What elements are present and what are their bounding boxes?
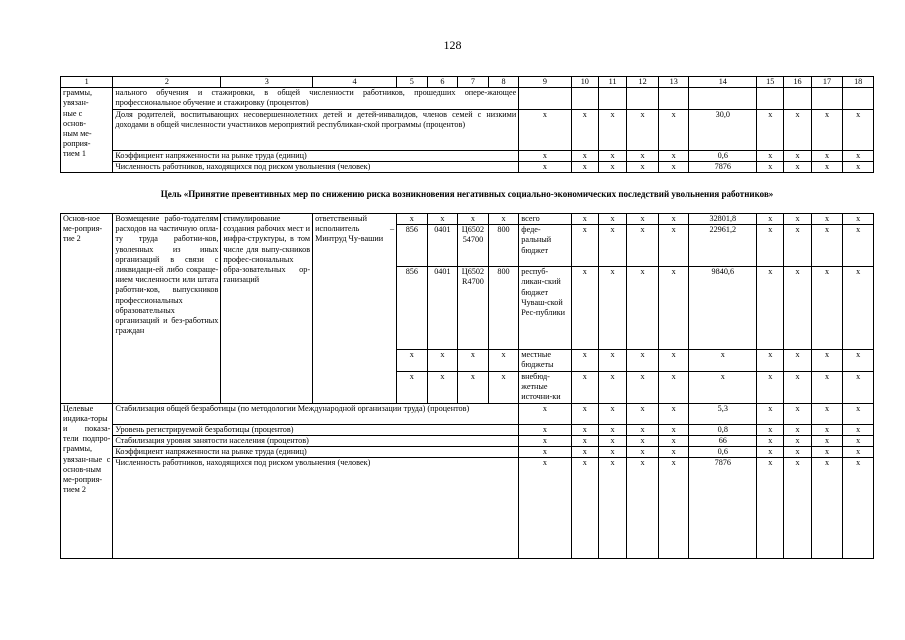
code-cell: 856: [397, 267, 428, 350]
row-group-label-line: основ-: [63, 118, 86, 128]
value-cell: х: [627, 350, 659, 371]
header-cell: 2: [113, 77, 221, 88]
value-cell: х: [598, 435, 626, 446]
value-cell: х: [757, 371, 784, 403]
value-cell: х: [784, 350, 811, 371]
indicator-text: Доля родителей, воспитывающих несовершеннолетних детей и детей-инвалидов, членов семей с низкими доходами в общей численности участников мероприятий республикан-ской программы (процентов): [113, 109, 519, 150]
value-cell: х: [757, 350, 784, 371]
value-cell: х: [811, 447, 843, 458]
value-cell: х: [784, 150, 811, 161]
value-cell: х: [571, 214, 598, 225]
funding-row: [61, 214, 874, 225]
value-cell: х: [811, 161, 843, 172]
header-cell: 3: [221, 77, 313, 88]
value-cell: х: [627, 447, 659, 458]
value-cell: х: [519, 424, 571, 435]
value-cell: [689, 88, 757, 109]
value-cell: х: [843, 267, 874, 350]
code-cell: х: [488, 350, 519, 371]
code-cell: Ц6502 R4700: [458, 267, 489, 350]
value-cell: х: [658, 403, 689, 424]
indicator-text: Уровень регистрируемой безработицы (процентов): [113, 424, 519, 435]
table-row: [61, 88, 874, 109]
responsible-executor: ответственный исполнитель – Минтруд Чу-вашии: [313, 214, 397, 404]
value-cell: х: [658, 447, 689, 458]
page-number: 128: [443, 38, 462, 52]
value-cell: х: [811, 458, 843, 559]
code-cell: х: [458, 350, 489, 371]
value-cell: х: [627, 458, 659, 559]
code-cell: 800: [488, 225, 519, 267]
row-group-label-line: граммы,: [63, 88, 92, 98]
value-cell: х: [757, 214, 784, 225]
row-group-label: [61, 88, 113, 173]
value-cell: х: [811, 225, 843, 267]
value-cell: х: [598, 458, 626, 559]
value-cell: 9840,6: [689, 267, 757, 350]
code-cell: 0401: [427, 267, 458, 350]
value-cell: 66: [689, 435, 757, 446]
indicator-text: Численность работников, находящихся под риском увольнения (человек): [113, 161, 519, 172]
value-cell: х: [689, 350, 757, 371]
value-cell: х: [843, 350, 874, 371]
value-cell: х: [519, 435, 571, 446]
value-cell: х: [627, 267, 659, 350]
value-cell: х: [571, 424, 598, 435]
value-cell: х: [627, 109, 659, 150]
code-cell: х: [427, 350, 458, 371]
indicator-text: нального обучения и стажировки, в общей численности работников, прошедших опере-жающее профессиональное обучение и стажировку (процентов): [113, 88, 519, 109]
value-cell: х: [571, 435, 598, 446]
value-cell: х: [811, 109, 843, 150]
table-measure: [60, 213, 874, 559]
goal-heading: Цель «Принятие превентивных мер по снижению риска возникновения негативных социально-экономических последствий увольнения работников»: [160, 189, 774, 199]
value-cell: [519, 88, 571, 109]
value-cell: х: [627, 225, 659, 267]
value-cell: х: [757, 424, 784, 435]
value-cell: х: [784, 225, 811, 267]
code-cell: х: [397, 371, 428, 403]
value-cell: х: [571, 447, 598, 458]
value-cell: х: [598, 350, 626, 371]
value-cell: х: [598, 447, 626, 458]
measure-label: Основ-ное ме-роприя-тие 2: [61, 214, 113, 404]
value-cell: х: [658, 214, 689, 225]
header-cell: 14: [689, 77, 757, 88]
row-group-label-line: тием 1: [63, 149, 86, 159]
value-cell: х: [571, 225, 598, 267]
value-cell: х: [757, 161, 784, 172]
value-cell: х: [843, 447, 874, 458]
header-cell: 6: [427, 77, 458, 88]
header-cell: 7: [458, 77, 489, 88]
indicator-row: [61, 424, 874, 435]
value-cell: х: [843, 225, 874, 267]
value-cell: х: [784, 214, 811, 225]
header-cell: 17: [811, 77, 843, 88]
code-cell: х: [397, 350, 428, 371]
value-cell: 7876: [689, 161, 757, 172]
value-cell: х: [757, 447, 784, 458]
funding-source: всего: [519, 214, 571, 225]
value-cell: 0,6: [689, 150, 757, 161]
code-cell: х: [458, 371, 489, 403]
value-cell: х: [598, 214, 626, 225]
value-cell: х: [811, 267, 843, 350]
value-cell: х: [843, 109, 874, 150]
value-cell: х: [843, 435, 874, 446]
funding-source: респуб-ликан-ский бюджет Чуваш-ской Рес-публики: [519, 267, 571, 350]
value-cell: [757, 88, 784, 109]
value-cell: х: [658, 435, 689, 446]
indicator-row: [61, 435, 874, 446]
value-cell: х: [757, 403, 784, 424]
header-cell: 9: [519, 77, 571, 88]
value-cell: х: [658, 424, 689, 435]
table-row: [61, 109, 874, 150]
value-cell: [843, 88, 874, 109]
value-cell: [598, 88, 626, 109]
value-cell: х: [571, 403, 598, 424]
value-cell: 32801,8: [689, 214, 757, 225]
value-cell: х: [757, 225, 784, 267]
value-cell: х: [689, 371, 757, 403]
code-cell: х: [397, 214, 428, 225]
indicator-row: [61, 447, 874, 458]
indicator-text: Коэффициент напряженности на рынке труда (единиц): [113, 150, 519, 161]
indicator-row: [61, 458, 874, 559]
value-cell: х: [571, 109, 598, 150]
row-group-label-line: роприя-: [63, 139, 91, 149]
value-cell: х: [627, 161, 659, 172]
value-cell: х: [784, 403, 811, 424]
indicator-text: Численность работников, находящихся под риском увольнения (человек): [113, 458, 519, 559]
value-cell: х: [598, 150, 626, 161]
value-cell: х: [598, 267, 626, 350]
code-cell: х: [458, 214, 489, 225]
header-cell: 10: [571, 77, 598, 88]
funding-source: местные бюджеты: [519, 350, 571, 371]
value-cell: х: [658, 458, 689, 559]
value-cell: х: [519, 403, 571, 424]
value-cell: х: [811, 403, 843, 424]
value-cell: 7876: [689, 458, 757, 559]
row-group-label-line: увязан-: [63, 98, 89, 108]
value-cell: х: [843, 214, 874, 225]
row-group-label-line: ным ме-: [63, 129, 92, 139]
header-cell: 4: [313, 77, 397, 88]
value-cell: х: [571, 161, 598, 172]
value-cell: х: [757, 109, 784, 150]
value-cell: х: [811, 150, 843, 161]
value-cell: [658, 88, 689, 109]
value-cell: х: [627, 435, 659, 446]
code-cell: 0401: [427, 225, 458, 267]
value-cell: х: [843, 161, 874, 172]
value-cell: 30,0: [689, 109, 757, 150]
value-cell: х: [843, 371, 874, 403]
measure-description: Возмещение рабо-тодателям расходов на частичную опла-ту труда работни-ков, уволенных из иных организаций в связи с ликвидаци-ей либо сокраще-нием численности или штата работни-ков, выпускников профессиональных образовательных организаций и без-работных граждан: [113, 214, 221, 404]
value-cell: х: [757, 267, 784, 350]
value-cell: х: [627, 424, 659, 435]
value-cell: х: [811, 424, 843, 435]
table-top: [60, 76, 874, 173]
value-cell: х: [784, 371, 811, 403]
value-cell: х: [658, 109, 689, 150]
header-cell: 8: [488, 77, 519, 88]
code-cell: 856: [397, 225, 428, 267]
value-cell: х: [598, 161, 626, 172]
value-cell: [627, 88, 659, 109]
value-cell: [571, 88, 598, 109]
value-cell: х: [843, 424, 874, 435]
measure-objective: стимулирование создания рабочих мест и инфра-структуры, в том числе для выпу-скников профес-сиональных обра-зовательных ор-ганизаций: [221, 214, 313, 404]
value-cell: х: [598, 225, 626, 267]
value-cell: х: [571, 371, 598, 403]
value-cell: х: [627, 371, 659, 403]
value-cell: х: [784, 447, 811, 458]
value-cell: 5,3: [689, 403, 757, 424]
value-cell: х: [784, 109, 811, 150]
value-cell: х: [519, 447, 571, 458]
funding-source: внебюд-жетные источни-ки: [519, 371, 571, 403]
value-cell: х: [757, 435, 784, 446]
value-cell: х: [571, 458, 598, 559]
value-cell: 0,8: [689, 424, 757, 435]
value-cell: х: [757, 458, 784, 559]
value-cell: х: [811, 435, 843, 446]
value-cell: х: [784, 424, 811, 435]
value-cell: х: [658, 267, 689, 350]
header-cell: 5: [397, 77, 428, 88]
value-cell: х: [757, 150, 784, 161]
value-cell: х: [843, 403, 874, 424]
value-cell: х: [519, 109, 571, 150]
value-cell: х: [784, 267, 811, 350]
indicator-text: Стабилизация общей безработицы (по методологии Международной организации труда) (процентов): [113, 403, 519, 424]
value-cell: х: [784, 458, 811, 559]
value-cell: х: [843, 458, 874, 559]
table-row: [61, 150, 874, 161]
header-cell: 16: [784, 77, 811, 88]
header-cell: 18: [843, 77, 874, 88]
funding-source: феде-ральный бюджет: [519, 225, 571, 267]
value-cell: х: [519, 458, 571, 559]
indicator-text: Стабилизация уровня занятости населения (процентов): [113, 435, 519, 446]
value-cell: 22961,2: [689, 225, 757, 267]
value-cell: 0,6: [689, 447, 757, 458]
code-cell: х: [427, 214, 458, 225]
value-cell: [784, 88, 811, 109]
value-cell: х: [658, 150, 689, 161]
value-cell: х: [598, 424, 626, 435]
value-cell: х: [571, 150, 598, 161]
value-cell: х: [627, 403, 659, 424]
code-cell: Ц6502 54700: [458, 225, 489, 267]
value-cell: х: [784, 435, 811, 446]
header-cell: 1: [61, 77, 113, 88]
value-cell: х: [658, 350, 689, 371]
value-cell: х: [598, 109, 626, 150]
indicator-text: Коэффициент напряженности на рынке труда (единиц): [113, 447, 519, 458]
value-cell: х: [571, 350, 598, 371]
value-cell: х: [519, 150, 571, 161]
code-cell: 800: [488, 267, 519, 350]
value-cell: х: [627, 150, 659, 161]
header-cell: 12: [627, 77, 659, 88]
row-group-label-line: ные с: [63, 108, 83, 118]
value-cell: х: [843, 150, 874, 161]
value-cell: х: [658, 371, 689, 403]
value-cell: х: [784, 161, 811, 172]
header-cell: 13: [658, 77, 689, 88]
indicator-row: [61, 403, 874, 424]
value-cell: х: [519, 161, 571, 172]
value-cell: х: [598, 371, 626, 403]
code-cell: х: [488, 371, 519, 403]
value-cell: х: [571, 267, 598, 350]
value-cell: х: [811, 350, 843, 371]
value-cell: х: [658, 225, 689, 267]
targets-label: Целевые индика-торы и показа-тели подпро-граммы, увязан-ные с основ-ным ме-роприя-тием 2: [61, 403, 113, 559]
header-cell: 11: [598, 77, 626, 88]
header-cell: 15: [757, 77, 784, 88]
value-cell: х: [658, 161, 689, 172]
code-cell: х: [488, 214, 519, 225]
value-cell: [811, 88, 843, 109]
code-cell: х: [427, 371, 458, 403]
table-row: [61, 161, 874, 172]
value-cell: х: [811, 371, 843, 403]
value-cell: х: [811, 214, 843, 225]
header-row: [61, 77, 874, 88]
value-cell: х: [598, 403, 626, 424]
value-cell: х: [627, 214, 659, 225]
